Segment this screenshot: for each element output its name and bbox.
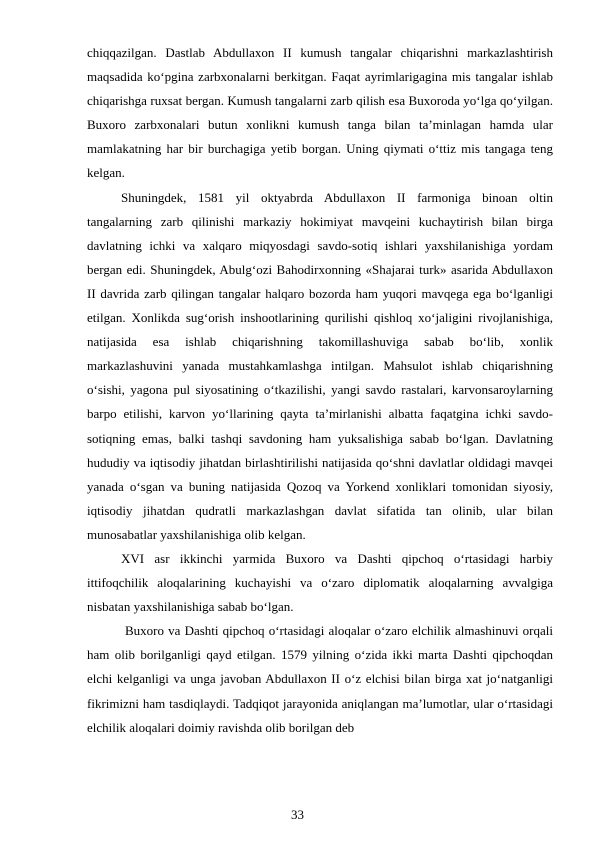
paragraph-2: Shuningdek, 1581 yil oktyabrda Abdullaxon II farmoniga binoan oltin tangalarning zarb qilinishi markaziy hokimiyat mavqeini kuchaytirish bilan birga davlatning ichki va xalqaro miqyosdagi savdo-sotiq ishlari yaxshilanishiga yordam bergan edi. Shuningdek, Abulg‘ozi Bahodirxonning «Shajarai turk» asarida Abdullaxon II davrida zarb qilingan tangalar halqaro bozorda ham yuqori mavqega ega bo‘lganligi etilgan. Xonlikda sug‘orish inshootlarining qurilishi qishloq xo‘jaligini rivojlanishiga, natijasida esa ishlab chiqarishning takomillashuviga sabab bo‘lib, xonlik markazlashuvini yanada mustahkamlashga intilgan. Mahsulot ishlab chiqarishning o‘sishi, yagona pul siyosatining o‘tkazilishi, yangi savdo rastalari, karvonsaroylarning barpo etilishi, karvon yo‘llarining qayta ta’mirlanishi albatta faqatgina ichki savdo-sotiqning emas, balki tashqi savdoning ham yuksalishiga sabab bo‘lgan. Davlatning hududiy va iqtisodiy jihatdan birlashtirilishi natijasida qo‘shni davlatlar oldidagi mavqei yanada o‘sgan va buning natijasida Qozoq va Yorkend xonliklari tomonidan siyosiy, iqtisodiy jihatdan qudratli markazlashgan davlat sifatida tan olinib, ular bilan munosabatlar yaxshilanishiga olib kelgan.	[87, 189, 553, 542]
page-number: 33	[291, 807, 304, 822]
body-text	[87, 41, 553, 740]
paragraph-3: XVI asr ikkinchi yarmida Buxoro va Dashti qipchoq o‘rtasidagi harbiy ittifoqchilik aloqalarining kuchayishi va o‘zaro diplomatik aloqalarning avvalgiga nisbatan yaxshilanishiga sabab bo‘lgan.	[87, 550, 553, 615]
paragraph-1: chiqqazilgan. Dastlab Abdullaxon II kumush tangalar chiqarishni markazlashtirish maqsadida ko‘pgina zarbxonalarni berkitgan. Faqat ayrimlarigagina mis tangalar ishlab chiqarishga ruxsat bergan. Kumush tangalarni zarb qilish esa Buxoroda yo‘lga qo‘yilgan. Buxoro zarbxonalari butun xonlikni kumush tanga bilan ta’minlagan hamda ular mamlakatning har bir burchagiga yetib borgan. Uning qiymati o‘ttiz mis tangaga teng kelgan.	[87, 45, 553, 181]
paragraph-4: Buxoro va Dashti qipchoq o‘rtasidagi aloqalar o‘zaro elchilik almashinuvi orqali ham olib borilganligi qayd etilgan. 1579 yilning o‘zida ikki marta Dashti qipchoqdan elchi kelganligi va unga javoban Abdullaxon II o‘z elchisi bilan birga xat jo‘natganligi fikrimizni ham tasdiqlaydi. Tadqiqot jarayonida aniqlangan ma’lumotlar, ular o‘rtasidagi elchilik aloqalari doimiy ravishda olib borilgan deb	[87, 623, 553, 735]
